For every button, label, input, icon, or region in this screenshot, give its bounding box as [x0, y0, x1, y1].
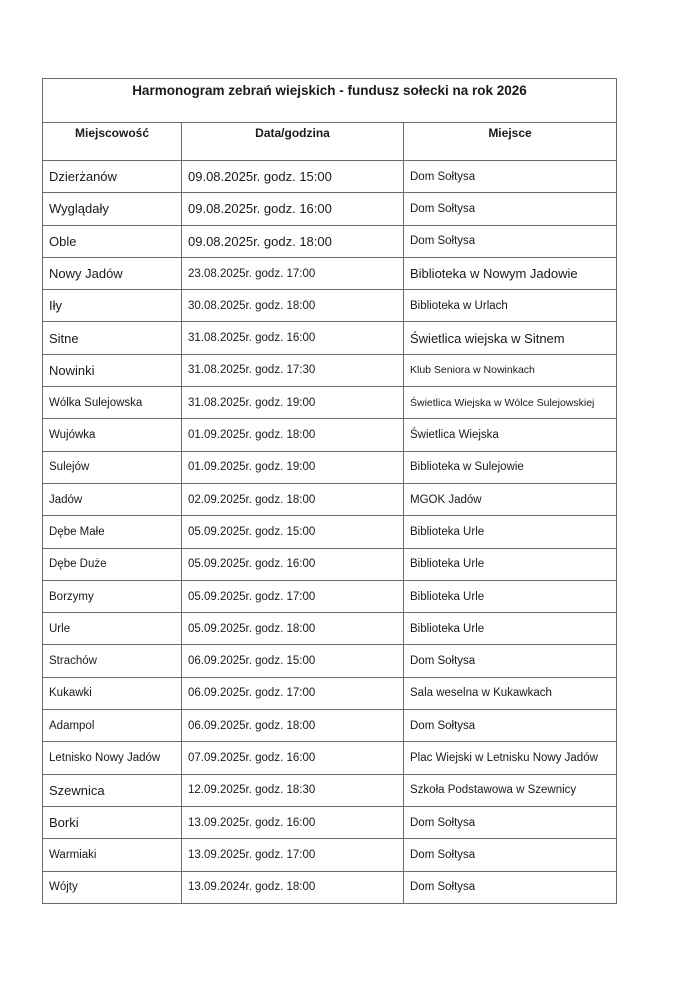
cell-date: 06.09.2025r. godz. 18:00 — [182, 710, 404, 742]
cell-venue: Biblioteka Urle — [404, 580, 617, 612]
cell-date: 05.09.2025r. godz. 16:00 — [182, 548, 404, 580]
cell-place: Borki — [43, 806, 182, 838]
cell-place: Nowinki — [43, 354, 182, 386]
table-row — [43, 419, 617, 451]
cell-venue: Szkoła Podstawowa w Szewnicy — [404, 774, 617, 806]
cell-date: 23.08.2025r. godz. 17:00 — [182, 257, 404, 289]
cell-venue: Dom Sołtysa — [404, 806, 617, 838]
cell-place: Adampol — [43, 710, 182, 742]
cell-date: 13.09.2024r. godz. 18:00 — [182, 871, 404, 903]
table-row — [43, 290, 617, 322]
cell-venue: Plac Wiejski w Letnisku Nowy Jadów — [404, 742, 617, 774]
header-venue: Miejsce — [404, 123, 617, 161]
cell-venue: Dom Sołtysa — [404, 645, 617, 677]
cell-place: Sitne — [43, 322, 182, 354]
cell-place: Warmiaki — [43, 839, 182, 871]
cell-place: Wujówka — [43, 419, 182, 451]
cell-date: 09.08.2025r. godz. 18:00 — [182, 225, 404, 257]
schedule-document — [42, 78, 616, 904]
table-row — [43, 580, 617, 612]
table-row — [43, 548, 617, 580]
cell-venue: Dom Sołtysa — [404, 871, 617, 903]
cell-date: 09.08.2025r. godz. 15:00 — [182, 161, 404, 193]
cell-venue: Dom Sołtysa — [404, 839, 617, 871]
cell-place: Sulejów — [43, 451, 182, 483]
cell-place: Oble — [43, 225, 182, 257]
cell-venue: Biblioteka Urle — [404, 613, 617, 645]
cell-venue: Świetlica Wiejska — [404, 419, 617, 451]
cell-place: Iły — [43, 290, 182, 322]
cell-date: 05.09.2025r. godz. 18:00 — [182, 613, 404, 645]
cell-venue: Świetlica Wiejska w Wólce Sulejowskiej — [404, 387, 617, 419]
cell-place: Strachów — [43, 645, 182, 677]
table-row — [43, 354, 617, 386]
cell-date: 09.08.2025r. godz. 16:00 — [182, 193, 404, 225]
cell-venue: Biblioteka Urle — [404, 548, 617, 580]
cell-venue: Klub Seniora w Nowinkach — [404, 354, 617, 386]
header-row — [43, 123, 617, 161]
cell-date: 01.09.2025r. godz. 19:00 — [182, 451, 404, 483]
cell-venue: Dom Sołtysa — [404, 193, 617, 225]
table-row — [43, 257, 617, 289]
cell-venue: Świetlica wiejska w Sitnem — [404, 322, 617, 354]
cell-date: 05.09.2025r. godz. 15:00 — [182, 516, 404, 548]
table-row — [43, 451, 617, 483]
cell-date: 05.09.2025r. godz. 17:00 — [182, 580, 404, 612]
header-place: Miejscowość — [43, 123, 182, 161]
cell-date: 02.09.2025r. godz. 18:00 — [182, 483, 404, 515]
cell-date: 01.09.2025r. godz. 18:00 — [182, 419, 404, 451]
document-title: Harmonogram zebrań wiejskich - fundusz sołecki na rok 2026 — [43, 79, 617, 123]
table-row — [43, 677, 617, 709]
cell-place: Kukawki — [43, 677, 182, 709]
schedule-table — [42, 78, 617, 904]
cell-place: Nowy Jadów — [43, 257, 182, 289]
cell-venue: MGOK Jadów — [404, 483, 617, 515]
cell-date: 12.09.2025r. godz. 18:30 — [182, 774, 404, 806]
cell-place: Borzymy — [43, 580, 182, 612]
cell-place: Dzierżanów — [43, 161, 182, 193]
table-row — [43, 516, 617, 548]
cell-date: 06.09.2025r. godz. 17:00 — [182, 677, 404, 709]
cell-place: Letnisko Nowy Jadów — [43, 742, 182, 774]
header-date: Data/godzina — [182, 123, 404, 161]
table-row — [43, 774, 617, 806]
cell-date: 30.08.2025r. godz. 18:00 — [182, 290, 404, 322]
table-row — [43, 839, 617, 871]
cell-place: Urle — [43, 613, 182, 645]
cell-venue: Biblioteka w Urlach — [404, 290, 617, 322]
cell-date: 31.08.2025r. godz. 16:00 — [182, 322, 404, 354]
table-row — [43, 613, 617, 645]
cell-date: 31.08.2025r. godz. 17:30 — [182, 354, 404, 386]
table-row — [43, 871, 617, 903]
table-row — [43, 225, 617, 257]
cell-venue: Biblioteka w Sulejowie — [404, 451, 617, 483]
table-row — [43, 387, 617, 419]
cell-venue: Dom Sołtysa — [404, 161, 617, 193]
table-row — [43, 483, 617, 515]
table-row — [43, 806, 617, 838]
title-row — [43, 79, 617, 123]
table-row — [43, 742, 617, 774]
table-row — [43, 645, 617, 677]
cell-venue: Sala weselna w Kukawkach — [404, 677, 617, 709]
cell-date: 07.09.2025r. godz. 16:00 — [182, 742, 404, 774]
cell-place: Wyglądały — [43, 193, 182, 225]
cell-place: Szewnica — [43, 774, 182, 806]
cell-date: 13.09.2025r. godz. 17:00 — [182, 839, 404, 871]
cell-venue: Biblioteka w Nowym Jadowie — [404, 257, 617, 289]
cell-place: Wólka Sulejowska — [43, 387, 182, 419]
table-row — [43, 193, 617, 225]
cell-venue: Dom Sołtysa — [404, 710, 617, 742]
cell-venue: Dom Sołtysa — [404, 225, 617, 257]
cell-place: Dębe Małe — [43, 516, 182, 548]
cell-venue: Biblioteka Urle — [404, 516, 617, 548]
table-row — [43, 710, 617, 742]
cell-date: 31.08.2025r. godz. 19:00 — [182, 387, 404, 419]
cell-date: 13.09.2025r. godz. 16:00 — [182, 806, 404, 838]
cell-place: Dębe Duże — [43, 548, 182, 580]
table-row — [43, 161, 617, 193]
cell-place: Wójty — [43, 871, 182, 903]
cell-date: 06.09.2025r. godz. 15:00 — [182, 645, 404, 677]
table-row — [43, 322, 617, 354]
cell-place: Jadów — [43, 483, 182, 515]
